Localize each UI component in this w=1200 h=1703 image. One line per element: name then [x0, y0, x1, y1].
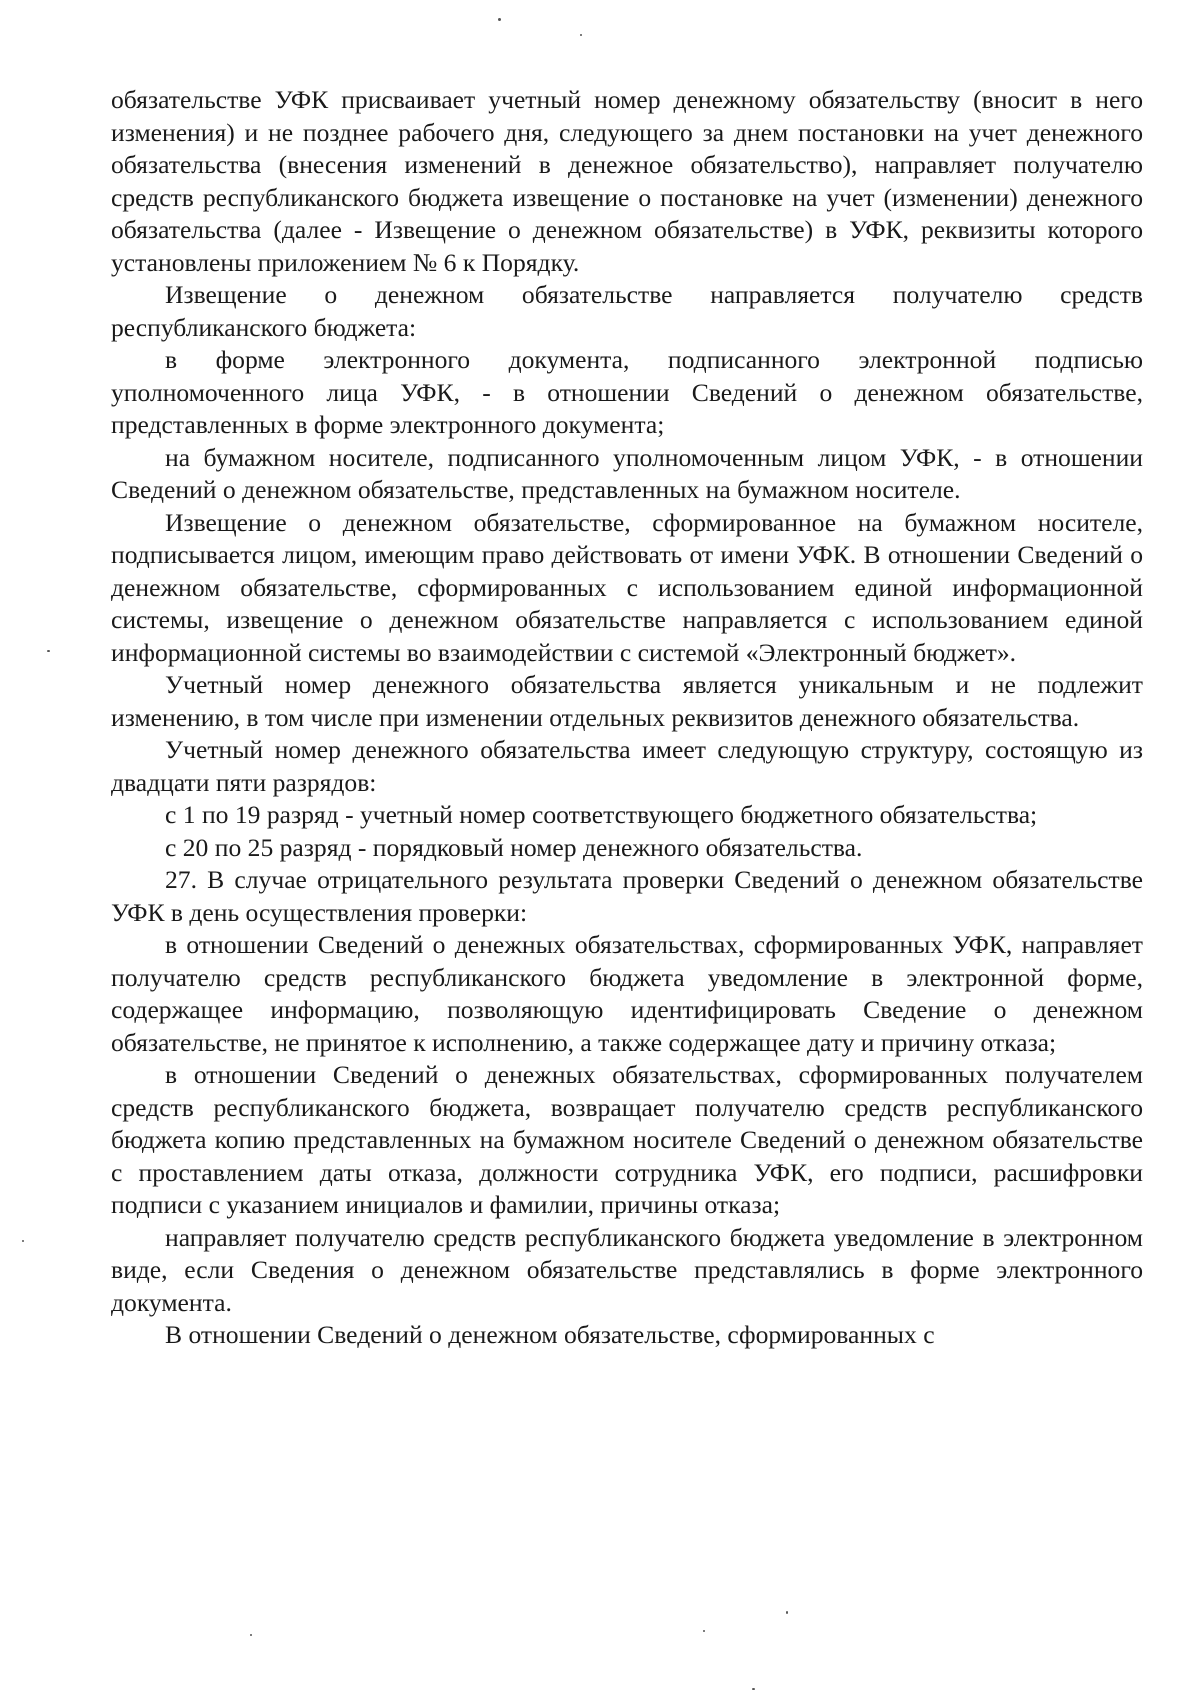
paragraph-2: Извещение о денежном обязательстве направляется получателю средств республиканского бюджета:: [111, 280, 1143, 342]
paragraph-1: обязательстве УФК присваивает учетный номер денежному обязательству (вносит в него изменения) и не позднее рабочего дня, следующего за днем постановки на учет денежного обязательства (внесения изменений в денежное обязательство), направляет получателю средств республиканского бюджета извещение о постановке на учет (изменении) денежного обязательства (далее - Извещение о денежном обязательстве) в УФК, реквизиты которого установлены приложением № 6 к Порядку.: [111, 85, 1143, 277]
scan-speck: [250, 1634, 252, 1636]
paragraph-14: В отношении Сведений о денежном обязательстве, сформированных с: [165, 1320, 935, 1349]
paragraph-12: в отношении Сведений о денежных обязательствах, сформированных получателем средств республиканского бюджета, возвращает получателю средств республиканского бюджета копию представленных на бумажном носителе Сведений о денежном обязательстве с проставлением даты отказа, должности сотрудника УФК, его подписи, расшифровки подписи с указанием инициалов и фамилии, причины отказа;: [111, 1060, 1143, 1219]
scan-speck: [22, 1240, 24, 1242]
paragraph-10: 27. В случае отрицательного результата проверки Сведений о денежном обязательстве УФК в день осуществления проверки:: [111, 865, 1143, 927]
paragraph-6: Учетный номер денежного обязательства является уникальным и не подлежит изменению, в том числе при изменении отдельных реквизитов денежного обязательства.: [111, 670, 1143, 732]
paragraph-8: с 1 по 19 разряд - учетный номер соответствующего бюджетного обязательства;: [165, 800, 1038, 829]
scan-speck: [498, 18, 501, 21]
scan-speck: [703, 1630, 705, 1632]
scan-speck: [752, 1688, 755, 1690]
paragraph-7: Учетный номер денежного обязательства имеет следующую структуру, состоящую из двадцати пяти разрядов:: [111, 735, 1143, 797]
paragraph-9: с 20 по 25 разряд - порядковый номер денежного обязательства.: [165, 832, 863, 862]
scan-speck: [47, 650, 50, 652]
scan-speck: [580, 34, 582, 36]
paragraph-4: на бумажном носителе, подписанного уполномоченным лицом УФК, - в отношении Сведений о денежном обязательстве, представленных на бумажном носителе.: [111, 442, 1143, 504]
scan-speck: [786, 1611, 788, 1614]
paragraph-3: в форме электронного документа, подписанного электронной подписью уполномоченного лица УФК, - в отношении Сведений о денежном обязательстве, представленных в форме электронного документа;: [111, 345, 1143, 439]
paragraph-5: Извещение о денежном обязательстве, сформированное на бумажном носителе, подписывается лицом, имеющим право действовать от имени УФК. В отношении Сведений о денежном обязательстве, сформированных с использованием единой информационной системы, извещение о денежном обязательстве направляется с использованием единой информационной системы во взаимодействии с системой «Электронный бюджет».: [111, 507, 1143, 667]
document-page: [111, 84, 1143, 1352]
paragraph-11: в отношении Сведений о денежных обязательствах, сформированных УФК, направляет получателю средств республиканского бюджета уведомление в электронной форме, содержащее информацию, позволяющую идентифицировать Сведение о денежном обязательстве, не принятое к исполнению, а также содержащее дату и причину отказа;: [111, 930, 1143, 1057]
paragraph-13: направляет получателю средств республиканского бюджета уведомление в электронном виде, если Сведения о денежном обязательстве представлялись в форме электронного документа.: [111, 1222, 1143, 1317]
